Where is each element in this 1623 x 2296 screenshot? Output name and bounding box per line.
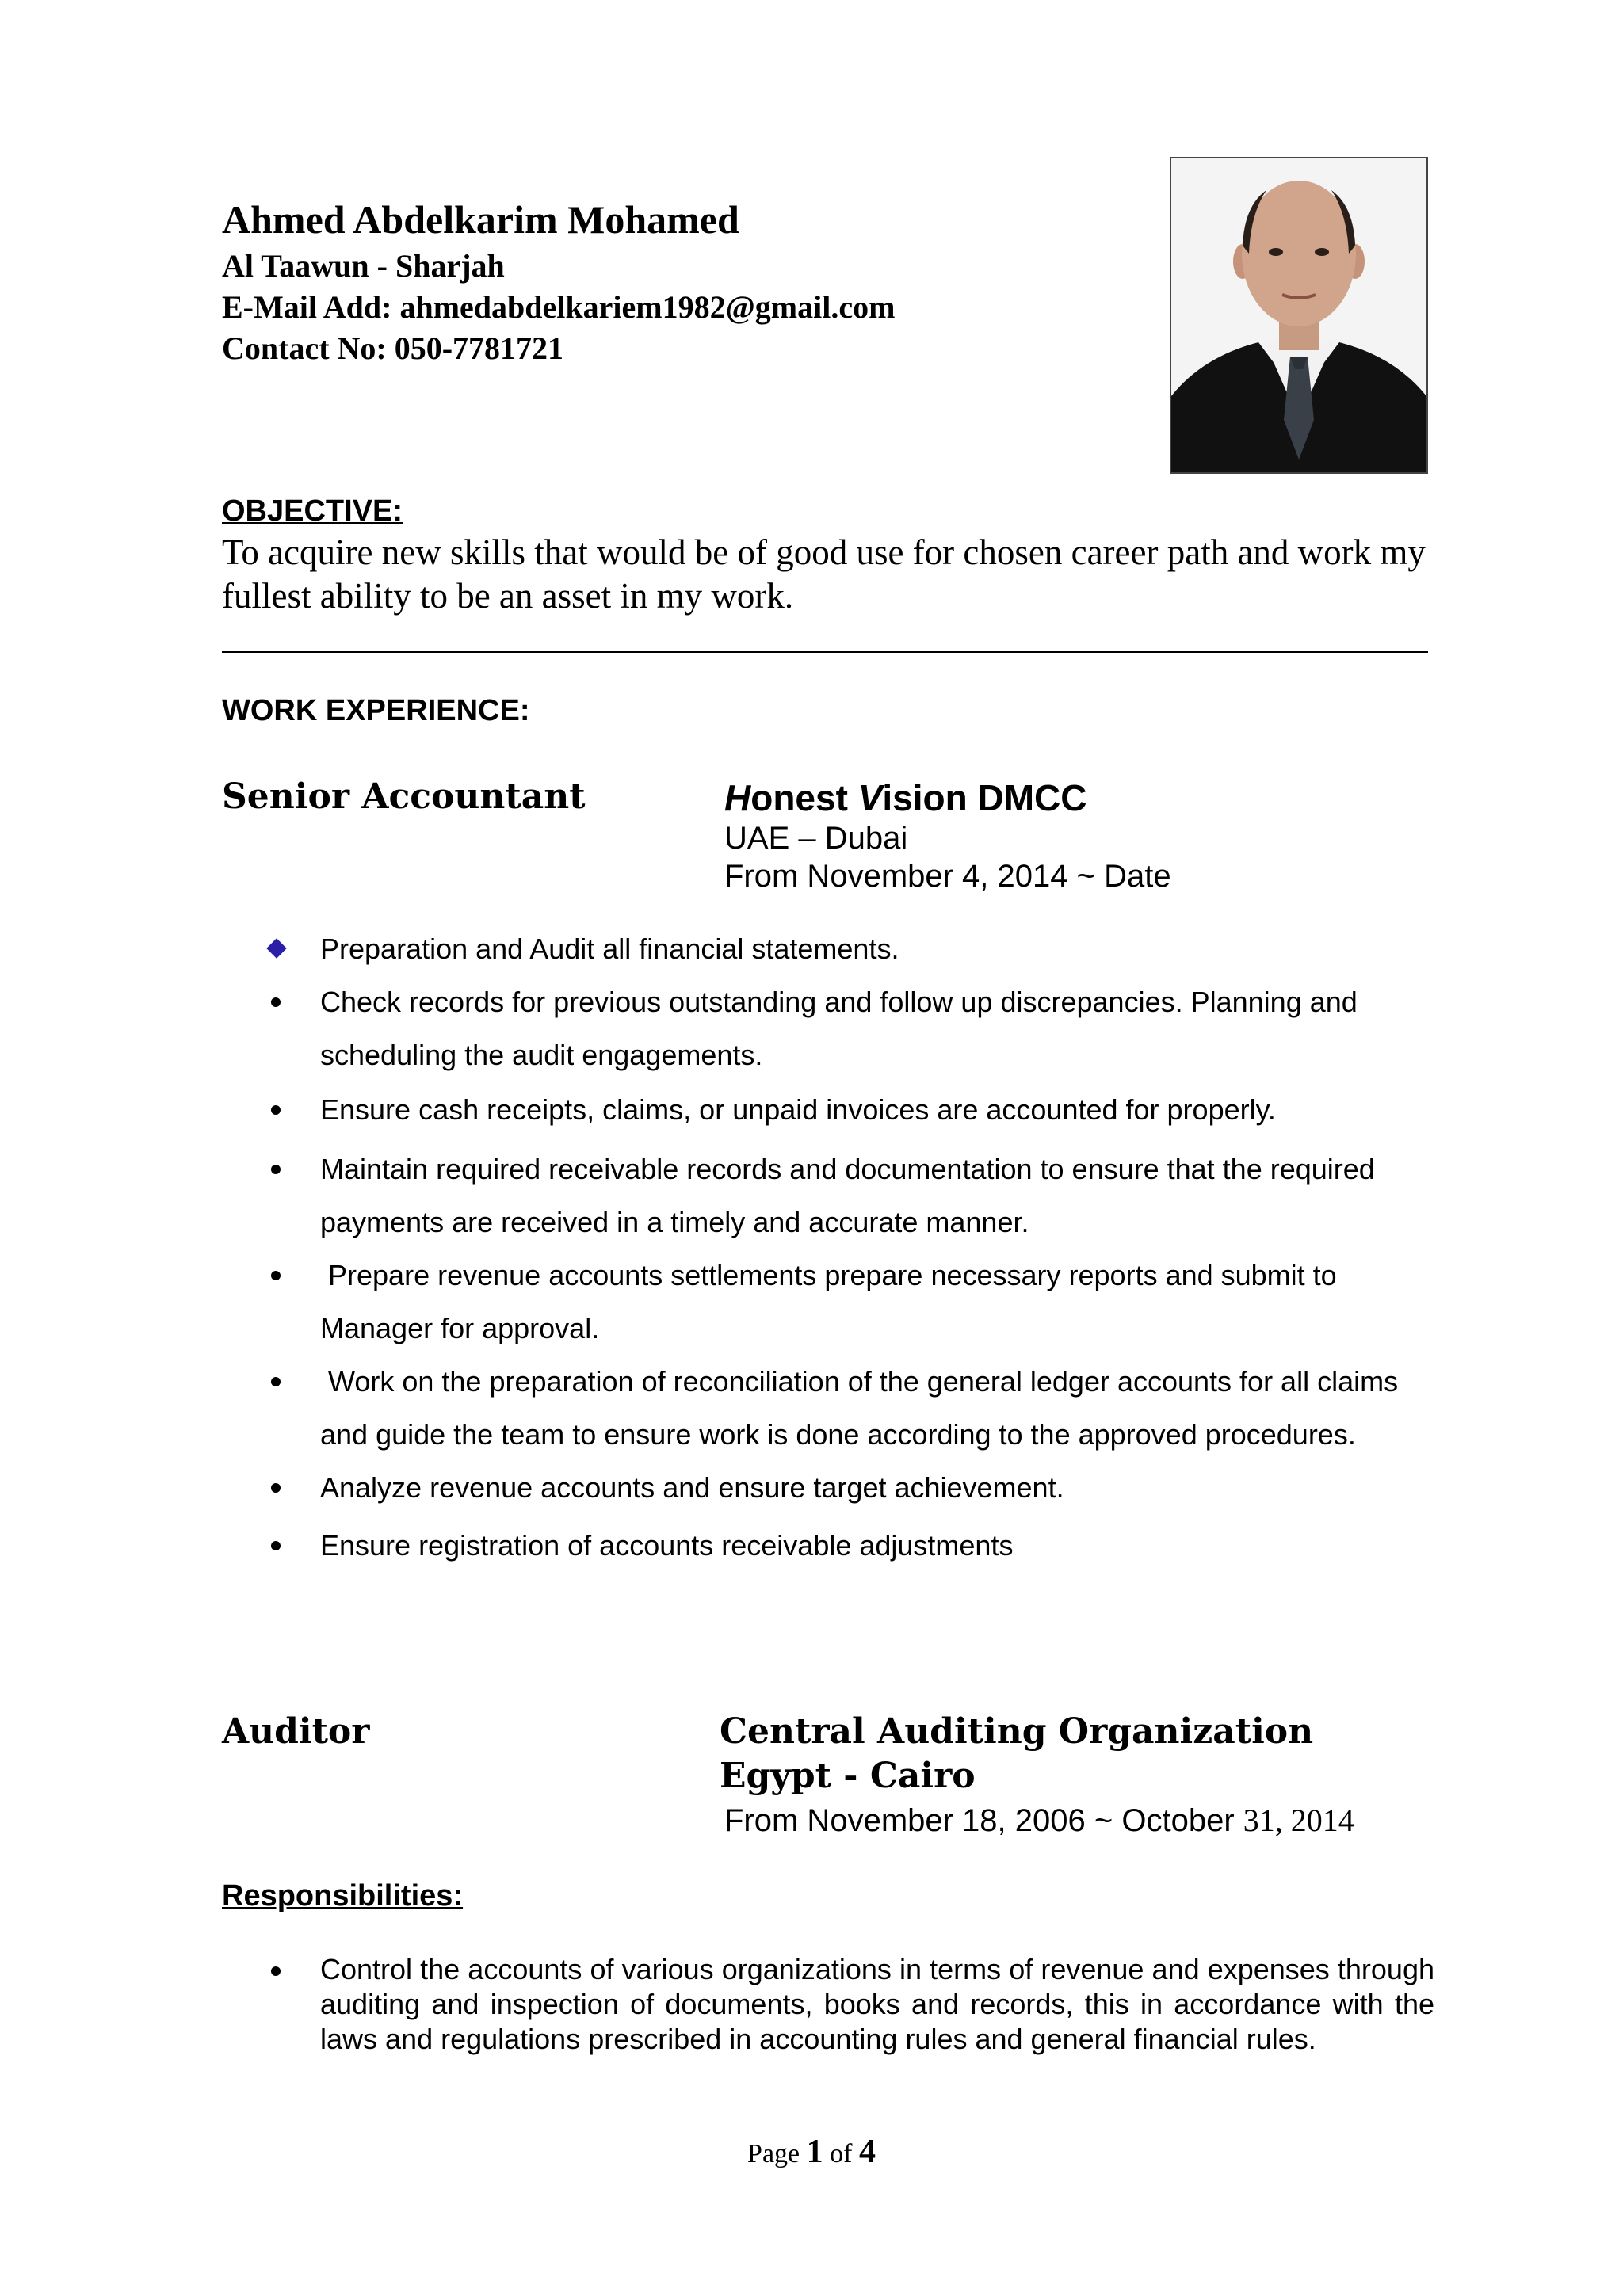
job1-location: UAE – Dubai bbox=[724, 821, 908, 856]
list-item: Check records for previous outstanding and follow up discrepancies. Planning and scheduling the audit engagements. bbox=[269, 975, 1434, 1081]
company-initial-v: V bbox=[857, 777, 883, 818]
profile-photo bbox=[1170, 157, 1428, 474]
job-title-auditor: Auditor bbox=[222, 1711, 370, 1752]
contact-line: Contact No: 050-7781721 bbox=[222, 330, 564, 366]
bullet-icon bbox=[271, 1966, 281, 1976]
job2-location: Egypt - Cairo bbox=[720, 1756, 976, 1796]
list-item: Preparation and Audit all financial statements. bbox=[269, 922, 1434, 975]
company-central-auditing: Central Auditing Organization bbox=[720, 1711, 1314, 1752]
company-part-2: ision DMCC bbox=[882, 777, 1087, 818]
bullet-icon bbox=[271, 1541, 281, 1550]
list-item: Analyze revenue accounts and ensure target achievement. bbox=[269, 1461, 1434, 1514]
job1-responsibilities-list bbox=[269, 922, 1434, 1572]
job2-dates: From November 18, 2006 ~ October 31, 2014 bbox=[724, 1802, 1354, 1838]
bullet-icon bbox=[271, 1377, 281, 1386]
page-number: Page 1 of 4 bbox=[747, 2134, 876, 2170]
bullet-icon bbox=[271, 1165, 281, 1174]
list-item: Maintain required receivable records and documentation to ensure that the required payments are received in a timely and accurate manner. bbox=[269, 1142, 1434, 1249]
list-item: Ensure registration of accounts receivable adjustments bbox=[269, 1519, 1434, 1572]
bullet-icon bbox=[271, 1105, 281, 1115]
email-line: E-Mail Add: ahmedabdelkariem1982@gmail.com bbox=[222, 289, 896, 325]
company-honest-vision bbox=[724, 776, 1087, 819]
list-item: Control the accounts of various organizations in terms of revenue and expenses through auditing and inspection of documents, books and records, this in accordance with the laws and regulations prescribed in accounting rules and general financial rules. bbox=[269, 1952, 1434, 2057]
diamond-bullet-icon bbox=[266, 938, 286, 958]
job2-responsibilities-list bbox=[269, 1952, 1434, 2057]
list-item: Prepare revenue accounts settlements prepare necessary reports and submit to Manager for approval. bbox=[269, 1249, 1434, 1355]
work-experience-heading: WORK EXPERIENCE: bbox=[222, 694, 530, 727]
bullet-icon bbox=[271, 1483, 281, 1493]
list-item: Work on the preparation of reconciliation of the general ledger accounts for all claims and guide the team to ensure work is done according to the approved procedures. bbox=[269, 1355, 1434, 1461]
responsibilities-heading: Responsibilities: bbox=[222, 1879, 464, 1913]
objective-text: To acquire new skills that would be of good use for chosen career path and work my fullest ability to be an asset in my work. bbox=[222, 532, 1426, 616]
objective-heading: OBJECTIVE: bbox=[222, 494, 403, 528]
job-title-senior-accountant: Senior Accountant bbox=[222, 776, 586, 817]
company-initial-h: H bbox=[724, 777, 751, 818]
bullet-icon bbox=[271, 1271, 281, 1280]
bullet-icon bbox=[271, 997, 281, 1007]
company-part-1: onest bbox=[750, 777, 858, 818]
address: Al Taawun - Sharjah bbox=[222, 248, 505, 284]
job1-dates: From November 4, 2014 ~ Date bbox=[724, 859, 1171, 894]
list-item: Ensure cash receipts, claims, or unpaid invoices are accounted for properly. bbox=[269, 1083, 1434, 1136]
section-divider bbox=[222, 651, 1428, 653]
candidate-name: Ahmed Abdelkarim Mohamed bbox=[222, 197, 739, 242]
